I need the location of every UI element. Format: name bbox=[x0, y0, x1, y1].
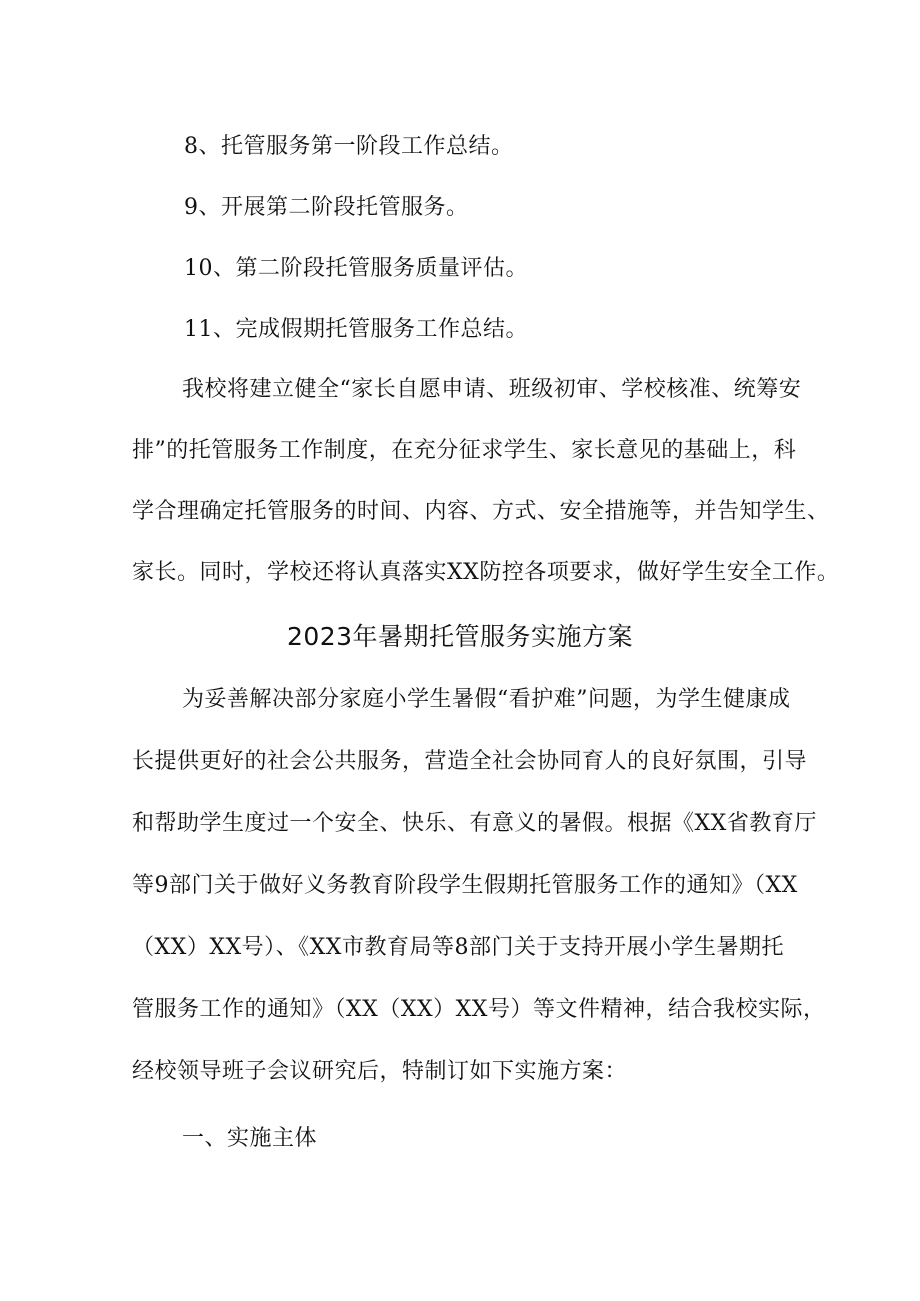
paragraph2-line-7: 经校领导班子会议研究后，特制订如下实施方案： bbox=[132, 1059, 628, 1084]
list-item-10: 10、第二阶段托管服务质量评估。 bbox=[184, 256, 528, 281]
paragraph2-line-6: 管服务工作的通知》（XX（XX）XX号）等文件精神，结合我校实际， bbox=[132, 997, 826, 1022]
paragraph1-line-1: 我校将建立健全“家长自愿申请、班级初审、学校核准、统筹安 bbox=[182, 377, 802, 402]
paragraph1-line-3: 学合理确定托管服务的时间、内容、方式、安全措施等，并告知学生、 bbox=[132, 499, 830, 524]
section-heading: 一、实施主体 bbox=[182, 1126, 318, 1151]
paragraph1-line-2: 排”的托管服务工作制度，在充分征求学生、家长意见的基础上，科 bbox=[132, 438, 797, 463]
document-title: 2023年暑期托管服务实施方案 bbox=[286, 622, 634, 651]
paragraph2-line-5: （XX）XX号）、《XX市教育局等8部门关于支持开展小学生暑期托 bbox=[132, 935, 784, 960]
paragraph2-line-1: 为妥善解决部分家庭小学生暑假“看护难”问题，为学生健康成 bbox=[182, 687, 791, 712]
list-item-9: 9、开展第二阶段托管服务。 bbox=[184, 195, 469, 220]
list-item-8: 8、托管服务第一阶段工作总结。 bbox=[184, 134, 514, 159]
paragraph2-line-2: 长提供更好的社会公共服务，营造全社会协同育人的良好氛围，引导 bbox=[132, 749, 808, 774]
paragraph2-line-4: 等9部门关于做好义务教育阶段学生假期托管服务工作的通知》（XX bbox=[132, 873, 798, 898]
paragraph2-line-3: 和帮助学生度过一个安全、快乐、有意义的暑假。根据《XX省教育厅 bbox=[132, 811, 817, 836]
paragraph1-line-4: 家长。同时，学校还将认真落实XX防控各项要求，做好学生安全工作。 bbox=[132, 560, 840, 585]
list-item-11: 11、完成假期托管服务工作总结。 bbox=[184, 317, 528, 342]
